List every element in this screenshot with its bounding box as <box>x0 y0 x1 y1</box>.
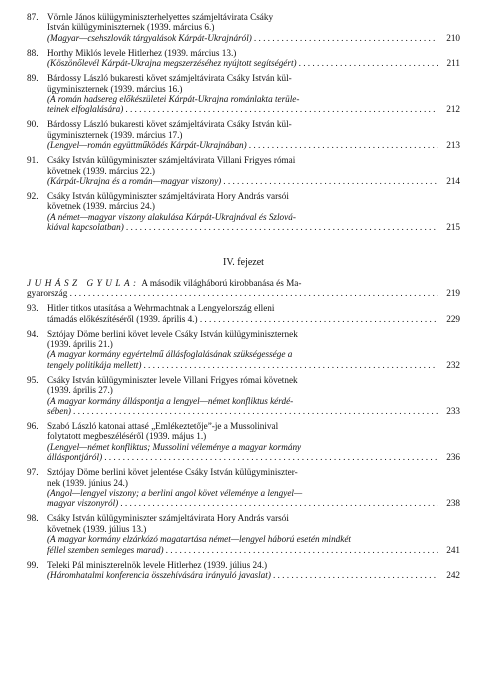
entry-number: 99. <box>27 559 39 570</box>
entry-line: (A román hadsereg előkészületei Kárpát-Ukrajna románlakta terüle- <box>47 94 300 105</box>
toc-list-section-3 <box>27 12 460 233</box>
entry-body <box>47 467 438 509</box>
entry-line: (A magyar kormány egyértelmű állásfoglalásának szükségessége a <box>47 349 293 360</box>
toc-entry[interactable] <box>27 119 460 150</box>
toc-entry[interactable] <box>27 73 460 115</box>
entry-number: 93. <box>27 303 39 314</box>
page-number: 242 <box>446 570 460 580</box>
entry-line: tengely politikája mellett) . . . <box>47 360 438 370</box>
entry-line: álláspontjáról) . . . <box>47 452 438 462</box>
entry-line: Horthy Miklós levele Hitlerhez (1939. március 13.) <box>47 47 237 58</box>
entry-line: Csáky István külügyminiszter levele Villani Frigyes római követnek <box>47 374 298 385</box>
toc-entry[interactable] <box>27 303 460 324</box>
toc-entry-author[interactable] <box>27 278 460 299</box>
toc-entry[interactable] <box>27 560 460 581</box>
page-number: 212 <box>446 104 460 115</box>
entry-line: magyar viszonyról) . . . <box>47 498 438 508</box>
entry-line: (Köszönőlevél Kárpát-Ukrajna megszerzéséhez nyújtott segítségért) . . . <box>47 58 438 68</box>
entry-line: (Háromhatalmi konferencia összehívására irányuló javaslat) . . . <box>47 570 438 580</box>
entry-line: Vörnle János külügyminiszterhelyettes számjeltávirata Csáky <box>47 12 274 22</box>
author-line-text-0: A második világháború kirobbanása és Ma- <box>141 277 302 288</box>
toc-entry[interactable] <box>27 155 460 186</box>
entry-body <box>47 421 438 463</box>
page-number: 233 <box>446 405 460 416</box>
entry-line: (1939. április 27.) <box>47 385 113 396</box>
entry-number: 91. <box>27 155 39 166</box>
entry-line: ügyminiszternek (1939. március 17.) <box>47 129 183 140</box>
entry-line: Csáky István külügyminiszter számjeltávirata Villani Frigyes római <box>47 155 296 166</box>
entry-line: Hitler titkos utasítása a Wehrmachtnak a Lengyelország elleni <box>47 303 275 314</box>
page-number: 214 <box>446 176 460 187</box>
entry-line: kiával kapcsolatban) . . . <box>47 222 438 232</box>
entry-line: István külügyminiszternek (1939. március 6.) <box>47 22 215 33</box>
page-number: 215 <box>446 222 460 233</box>
page-number: 236 <box>446 452 460 463</box>
entry-line: (Angol—lengyel viszony; a berlini angol követ véleménye a lengyel— <box>47 487 303 498</box>
entry-number: 92. <box>27 191 39 202</box>
entry-number: 94. <box>27 328 39 339</box>
page-number: 241 <box>446 544 460 555</box>
page-number: 210 <box>446 32 460 43</box>
toc-entry[interactable] <box>27 513 460 555</box>
author-line-1: gyarország . . . <box>27 288 438 298</box>
page-number: 219 <box>446 288 460 299</box>
author-entry-body <box>27 278 438 299</box>
entry-line: (A magyar kormány elzárkózó magatartása német—lengyel háború esetén mindkét <box>47 534 351 545</box>
entry-number: 95. <box>27 374 39 385</box>
entry-body <box>47 155 438 186</box>
author-line-0 <box>27 278 438 288</box>
entry-line: (1939. április 21.) <box>47 338 113 349</box>
entry-line: Bárdossy László bukaresti követ számjeltávirata Csáky István kül- <box>47 73 292 84</box>
entry-line: követnek (1939. március 24.) <box>47 201 155 212</box>
entry-body <box>47 12 438 43</box>
entry-line: Teleki Pál miniszterelnök levele Hitlerhez (1939. július 24.) <box>47 559 268 570</box>
page-number: 238 <box>446 498 460 509</box>
toc-list-section-4 <box>27 303 460 580</box>
entry-line: (A magyar kormány álláspontja a lengyel—német konfliktus kérdé- <box>47 395 294 406</box>
toc-entry[interactable] <box>27 467 460 509</box>
page-number: 229 <box>446 313 460 324</box>
entry-line: folytatott megbeszéléséről (1939. május 1.) <box>47 431 207 442</box>
entry-line: Bárdossy László bukaresti követ számjeltávirata Csáky István kül- <box>47 119 292 130</box>
entry-line: követnek (1939. március 22.) <box>47 165 155 176</box>
entry-body <box>47 119 438 150</box>
entry-line: követnek (1939. július 13.) <box>47 523 147 534</box>
entry-line: Sztójay Döme berlini követ levele Csáky István külügyminiszternek <box>47 328 298 339</box>
entry-number: 90. <box>27 119 39 130</box>
entry-number: 88. <box>27 47 39 58</box>
author-name: JUHÁSZ GYULA: <box>27 277 140 288</box>
entry-line: Csáky István külügyminiszter számjeltávirata Hory András varsói <box>47 513 289 524</box>
entry-body <box>47 191 438 233</box>
entry-body <box>47 303 438 324</box>
entry-line: (Magyar—csehszlovák tárgyalások Kárpát-Ukrajnáról) . . . <box>47 33 438 43</box>
entry-line: (A német—magyar viszony alakulása Kárpát-Ukrajnával és Szlová- <box>47 211 296 222</box>
chapter-heading: IV. fejezet <box>223 256 264 268</box>
entry-number: 89. <box>27 73 39 84</box>
toc-entry[interactable] <box>27 12 460 43</box>
entry-number: 97. <box>27 467 39 478</box>
entry-line: sében) . . . <box>47 406 438 416</box>
toc-entry[interactable] <box>27 48 460 69</box>
page-number: 211 <box>446 58 460 69</box>
entry-line: nek (1939. június 24.) <box>47 477 128 488</box>
toc-entry[interactable] <box>27 329 460 371</box>
entry-body <box>47 329 438 371</box>
toc-entry[interactable] <box>27 191 460 233</box>
entry-body <box>47 375 438 417</box>
entry-line: támadás előkészítéséről (1939. április 4.) . . . <box>47 314 438 324</box>
entry-number: 98. <box>27 513 39 524</box>
entry-line: Szabó László katonai attasé „Emlékeztetője”-je a Mussolinival <box>47 420 279 431</box>
entry-line: (Lengyel—román együttműködés Kárpát-Ukrajnában) . . . <box>47 140 438 150</box>
toc-entry[interactable] <box>27 375 460 417</box>
entry-number: 96. <box>27 420 39 431</box>
entry-body <box>47 560 438 581</box>
entry-number: 87. <box>27 12 39 22</box>
entry-line: (Kárpát-Ukrajna és a román—magyar viszony) . . . <box>47 176 438 186</box>
toc-entry[interactable] <box>27 421 460 463</box>
entry-line: Csáky István külügyminiszter számjeltávirata Hory András varsói <box>47 191 289 202</box>
page-number: 213 <box>446 140 460 151</box>
entry-body <box>47 513 438 555</box>
page-number: 232 <box>446 359 460 370</box>
entry-line: teinek elfoglalására) . . . <box>47 104 438 114</box>
entry-line: Sztójay Döme berlini követ jelentése Csáky István külügyminiszter- <box>47 467 298 478</box>
entry-body <box>47 48 438 69</box>
entry-body <box>47 73 438 115</box>
entry-line: ügyminiszternek (1939. március 16.) <box>47 83 183 94</box>
entry-line: féllel szemben semleges marad) . . . <box>47 545 438 555</box>
entry-line: (Lengyel—német konfliktus; Mussolini véleménye a magyar kormány <box>47 441 302 452</box>
